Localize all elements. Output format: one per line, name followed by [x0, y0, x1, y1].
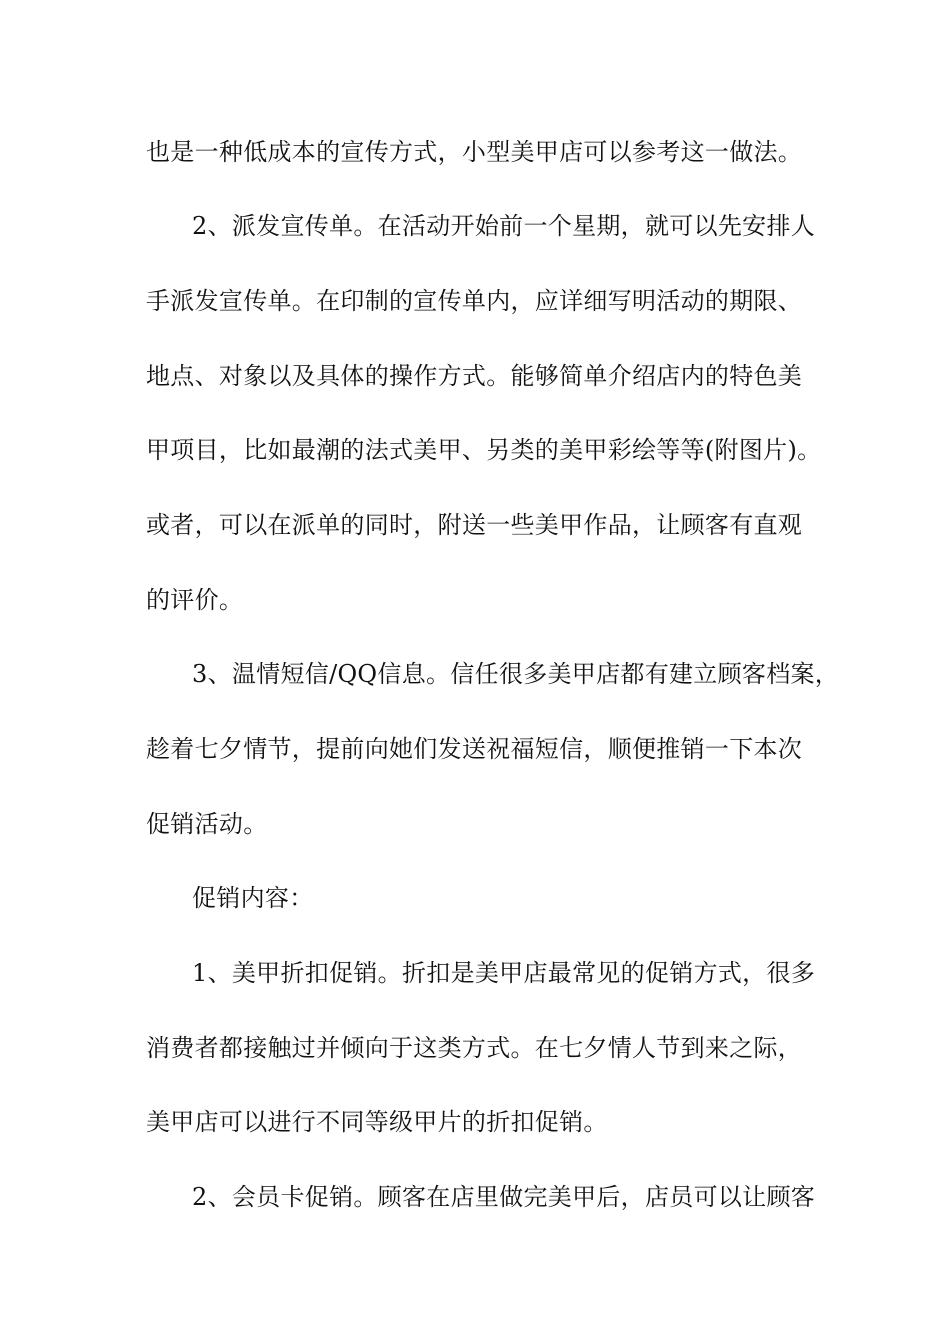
- text-line: 美甲店可以进行不同等级甲片的折扣促销。: [146, 1108, 608, 1136]
- text-line: 1、美甲折扣促销。折扣是美甲店最常见的促销方式，很多: [192, 959, 816, 987]
- text-line: 3、温情短信/QQ信息。信任很多美甲店都有建立顾客档案，: [192, 660, 840, 688]
- text-line: 趁着七夕情节，提前向她们发送祝福短信，顺便推销一下本次: [146, 735, 803, 763]
- text-line: 的评价。: [146, 586, 244, 614]
- text-line: 地点、对象以及具体的操作方式。能够简单介绍店内的特色美: [146, 362, 803, 390]
- text-line: 消费者都接触过并倾向于这类方式。在七夕情人节到来之际，: [146, 1034, 803, 1062]
- text-line: 手派发宣传单。在印制的宣传单内，应详细写明活动的期限、: [146, 287, 803, 315]
- section-heading: 促销内容：: [192, 884, 314, 912]
- text-line: 或者，可以在派单的同时，附送一些美甲作品，让顾客有直观: [146, 511, 803, 539]
- text-line: 也是一种低成本的宣传方式，小型美甲店可以参考这一做法。: [146, 138, 803, 166]
- text-line: 2、会员卡促销。顾客在店里做完美甲后，店员可以让顾客: [192, 1183, 816, 1211]
- text-line: 甲项目，比如最潮的法式美甲、另类的美甲彩绘等等(附图片)。: [146, 436, 822, 464]
- text-line: 2、派发宣传单。在活动开始前一个星期，就可以先安排人: [192, 212, 816, 240]
- text-line: 促销活动。: [146, 810, 268, 838]
